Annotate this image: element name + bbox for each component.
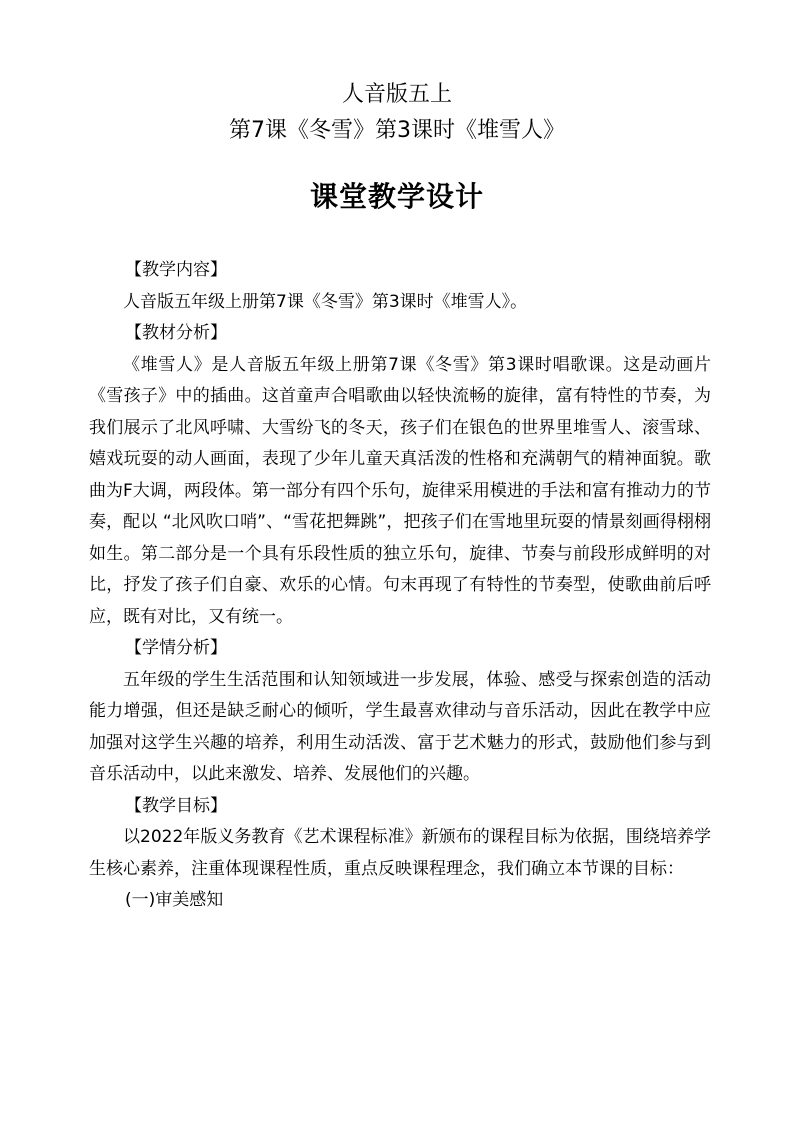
section-heading-goals: 【教学目标】 xyxy=(125,795,227,816)
page-title: 课堂教学设计 xyxy=(309,180,484,213)
section-heading-students: 【学情分析】 xyxy=(125,638,227,658)
section-heading-material: 【教材分析】 xyxy=(125,323,227,343)
document-body xyxy=(89,255,711,917)
section-text-material: 《堆雪人》是人音版五年级上册第7课《冬雪》第3课时唱歌课。这是动画片《雪孩子》中的插曲。这首童声合唱歌曲以轻快流畅的旋律，富有特性的节奏，为我们展示了北风呼啸、大雪纷飞的冬天，孩子们在银色的世界里堆雪人、滚雪球、嬉戏玩耍的动人画面，表现了少年儿童天真活泼的性格和充满朝气的精神面貌。歌曲为F大调，两段体。第一部分有四个乐句，旋律采用模进的手法和富有推动力的节奏，配以 “北风吹口哨”、“雪花把舞跳”，把孩子们在雪地里玩耍的情景刻画得栩栩如生。第二部分是一个具有乐段性质的独立乐句，旋律、节奏与前段形成鲜明的对比，抒发了孩子们自豪、欢乐的心情。句末再现了有特性的节奏型，使歌曲前后呼应，既有对比，又有统一。 xyxy=(89,354,711,627)
section-heading-content: 【教学内容】 xyxy=(125,260,227,280)
header-line-lesson: 第7课《冬雪》第3课时《堆雪人》 xyxy=(229,118,565,143)
header-line-textbook: 人音版五上 xyxy=(341,82,452,107)
goal-subheading-aesthetic: (一)审美感知 xyxy=(125,890,224,910)
section-text-content: 人音版五年级上册第7课《冬雪》第3课时《堆雪人》。 xyxy=(123,291,528,312)
section-text-students: 五年级的学生生活范围和认知领域进一步发展，体验、感受与探索创造的活动能力增强，但还是缺乏耐心的倾听，学生最喜欢律动与音乐活动，因此在教学中应加强对这学生兴趣的培养，利用生动活泼、富于艺术魅力的形式，鼓励他们参与到音乐活动中，以此来激发、培养、发展他们的兴趣。 xyxy=(89,669,711,784)
section-text-goals: 以2022年版义务教育《艺术课程标准》新颁布的课程目标为依据，围绕培养学生核心素养，注重体现课程性质，重点反映课程理念，我们确立本节课的目标： xyxy=(89,827,711,879)
